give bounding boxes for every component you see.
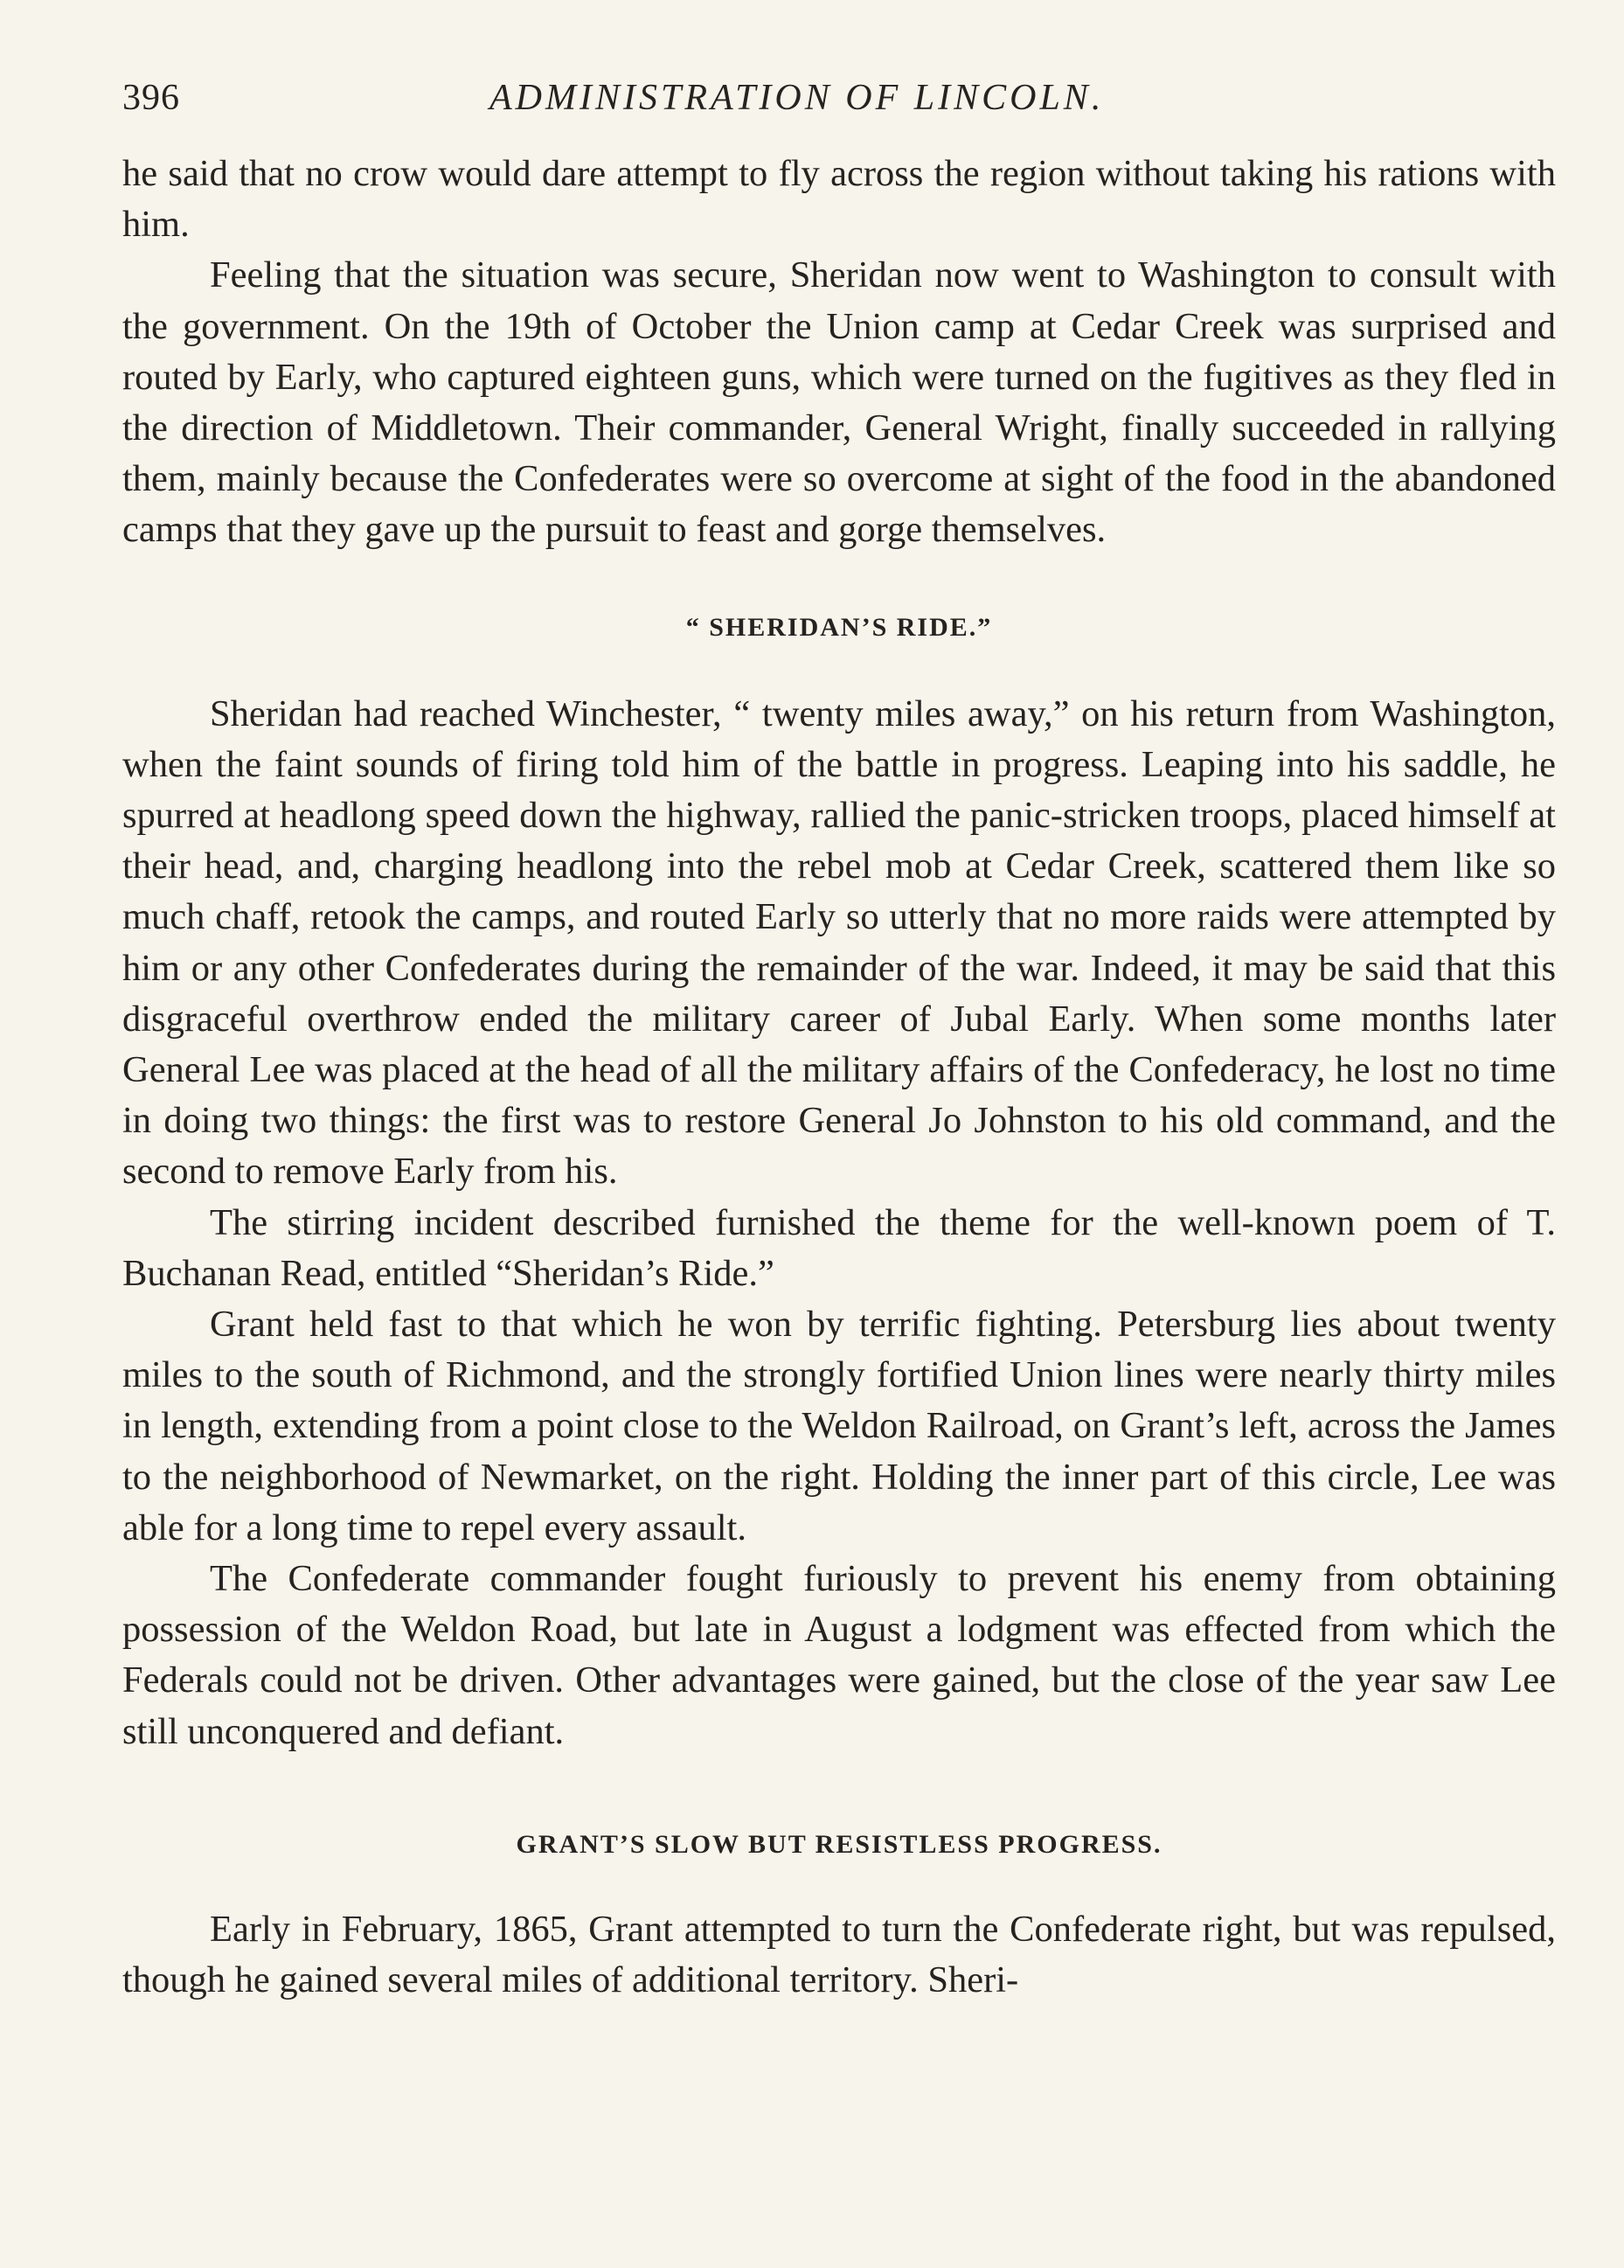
body-text [122,149,1556,2006]
paragraph-cedar-creek-surprise: Feeling that the situation was secure, Sheridan now went to Washington to consult with the government. On the 19th of October the Union camp at Cedar Creek was surprised and routed by Early, who captured eighteen guns, which were turned on the fugitives as they fled in the direction of Middletown. Their commander, General Wright, finally succeeded in rallying them, mainly because the Confederates were so overcome at sight of the food in the abandoned camps that they gave up the pursuit to feast and gorge themselves. [122,254,1556,551]
paragraph-february-1865: Early in February, 1865, Grant attempted to turn the Confederate right, but was repulsed, though he gained several miles of additional territory. Sheri- [122,1908,1556,2001]
running-title: ADMINISTRATION OF LINCOLN. [489,78,1105,118]
paragraph-sheridans-ride: Sheridan had reached Winchester, “ twenty miles away,” on his return from Washington, when the faint sounds of firing told him of the battle in progress. Leaping into his saddle, he spurred at headlong speed down the highway, rallied the panic-stricken troops, placed himself at their head, and, charging headlong into the rebel mob at Cedar Creek, scattered them like so much chaff, retook the camps, and routed Early so utterly that no more raids were attempted by him or any other Confederates during the remainder of the war. Indeed, it may be said that this disgraceful overthrow ended the military career of Jubal Early. When some months later General Lee was placed at the head of all the military affairs of the Confederacy, he lost no time in doing two things: the first was to restore General Jo Johnston to his old command, and the second to remove Early from his. [122,692,1556,1193]
paragraph-crow-rations: he said that no crow would dare attempt to fly across the region without taking his rations with him. [122,153,1556,246]
running-head [122,72,1556,124]
paragraph-petersburg-lines: Grant held fast to that which he won by terrific fighting. Petersburg lies about twenty miles to the south of Richmond, and the strongly fortified Union lines were nearly thirty miles in length, extending from a point close to the Weldon Railroad, on Grant’s left, across the James to the neighborhood of Newmarket, on the right. Holding the inner part of this circle, Lee was able for a long time to repel every assault. [122,1304,1556,1548]
paragraph-weldon-road: The Confederate commander fought furiously to prevent his enemy from obtaining possession of the Weldon Road, but late in August a lodgment was effected from which the Federals could not be driven. Other advantages were gained, but the close of the year saw Lee still unconquered and defiant. [122,1558,1556,1752]
section-heading-sheridans-ride: “ SHERIDAN’S RIDE.” [685,612,993,642]
section-heading-grants-progress: GRANT’S SLOW BUT RESISTLESS PROGRESS. [516,1829,1162,1859]
paragraph-buchanan-read-poem: The stirring incident described furnished the theme for the well-known poem of T. Buchanan Read, entitled “Sheridan’s Ride.” [122,1201,1556,1294]
page-number: 396 [122,78,180,118]
